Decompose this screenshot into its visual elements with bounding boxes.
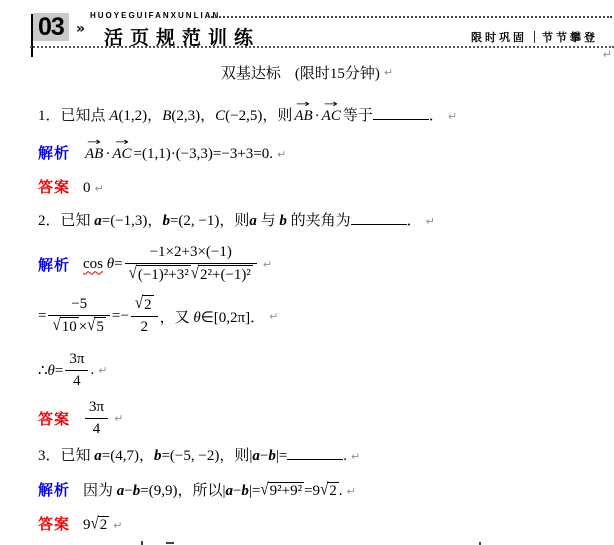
answer-blank [351,211,407,225]
fraction [65,350,88,391]
radical [135,295,154,315]
vector-a: a [225,483,233,499]
q3-text: 3．已知 [38,448,95,464]
paragraph-mark: ↵ [351,450,361,463]
q1-text: 等于 [342,108,373,124]
q1-text: ． [428,108,444,124]
q3-answer-value: 9 [83,517,91,533]
vector-b: b [132,483,141,499]
answer-blank [287,446,343,460]
question-3-analysis [38,479,356,500]
vector-arrow-icon: → [324,99,339,110]
vector-a: a [94,213,102,229]
period: . [338,483,343,499]
vector-arrow-icon: → [87,137,102,148]
section-title: 双基达标 [220,66,281,82]
theta-symbol: θ [47,362,55,379]
radicand: 5 [96,319,104,335]
theta-range [160,306,266,327]
point-b: B [162,108,172,124]
equals-sign: = [114,255,123,272]
dot-operator: · [314,108,320,124]
paragraph-mark: ↵ [447,110,458,123]
question-1-analysis [38,137,287,163]
vector-b: b [268,448,276,464]
q3-text: =(−5, −2)，则| [161,448,253,464]
fraction-denominator [125,263,257,285]
minus-sign: − [232,483,242,499]
vector-a: a [252,448,260,464]
vector-arrow-icon: → [114,137,130,148]
analysis-label: 解析 [38,482,71,499]
fraction-numerator: −5 [71,296,88,313]
fraction [48,295,109,337]
vector-a: a [249,213,257,229]
analysis-label: 解析 [38,145,71,162]
radical [129,265,191,285]
chapter-number: 03 [33,13,69,41]
q2-text: 的夹角为 [286,213,351,229]
question-2-answer [38,397,123,439]
analysis-label: 解析 [38,256,71,274]
q2-text: 与 [256,213,280,229]
cos-theta-eq [83,256,123,273]
q3-text: =(9,9)，所以| [140,483,226,499]
sqrt-icon: √ [90,514,99,533]
period: . [90,361,95,378]
fraction [131,295,158,337]
answer-label: 答案 [38,179,71,196]
paragraph-mark: ↵ [114,411,124,425]
fraction-numerator: 3π [69,350,85,367]
sqrt-icon: √ [320,480,329,499]
q1-solution-text: =(1,1)·(−3,3)=−3+3=0. [133,146,273,162]
theta-symbol: θ [106,255,115,272]
minus-sign: − [259,448,269,464]
point-a: A [109,108,119,124]
answer-label: 答案 [38,516,71,533]
header-tag-1: 限时巩固 [471,32,527,44]
equals-sign: = [54,362,64,379]
header-tags [471,29,598,45]
tag-divider [534,31,535,43]
sqrt-icon: √ [87,316,96,335]
vector-a: a [94,448,102,464]
fraction-numerator: 3π [89,398,105,415]
chevron-icon: » [76,21,86,37]
radical [91,516,110,534]
sqrt-icon: √ [128,264,137,283]
sqrt-icon: √ [52,316,61,335]
theta-symbol: θ [193,309,201,326]
vector-b: b [162,213,170,229]
header-dotted-line [208,16,612,18]
fraction-denominator: 4 [85,418,108,439]
q2-text: ，又 [159,309,194,326]
fraction [85,398,108,439]
question-1-answer [38,176,104,197]
question-3-answer [38,513,122,534]
fraction-denominator: 4 [65,370,88,391]
vector-ab [84,137,104,163]
paragraph-mark: ↵ [269,309,279,323]
paragraph-mark: ↵ [602,48,612,61]
radicand: 10 [61,319,77,335]
cos-text: cos [83,255,104,272]
q2-text: ∈[0,2π]． [200,309,266,326]
vector-a: a [116,483,125,499]
radical [191,265,253,285]
q1-text: (1,2)， [118,108,163,124]
q2-text: ． [406,213,422,229]
sqrt-icon: √ [134,294,144,313]
header-tag-2: 节节攀登 [542,32,598,44]
q3-text: |= [248,483,261,499]
radical [260,482,304,500]
vector-arrow-icon: → [296,99,311,110]
header-rule [30,46,614,48]
paragraph-mark: ↵ [383,66,394,79]
therefore-theta [38,361,63,380]
q2-text: 2．已知 [38,213,95,229]
radicand: 2 [99,517,108,533]
radical [320,482,339,500]
question-2-analysis-3 [38,348,107,392]
vector-ac-text: AC [321,108,341,124]
next-line-fragment [166,542,174,544]
radicand: 2²+(−1)² [199,267,251,283]
q3-text: =(4,7)， [101,448,154,464]
radicand: 2 [329,483,337,499]
fraction-numerator [131,295,158,316]
q3-text: |= [275,448,288,464]
paragraph-mark: ↵ [262,257,273,271]
radical [87,317,106,337]
paragraph-mark: ↵ [98,363,108,377]
fraction-numerator: −1×2+3×(−1) [149,244,232,261]
vector-ac [111,137,132,163]
header-pinyin: HUOYEGUIFANXUNLIAN [90,11,221,20]
vector-ac [321,99,342,125]
point-c: C [215,108,226,124]
section-timer: (限时15分钟) [294,66,380,82]
vector-b: b [153,448,162,464]
answer-blank [373,106,429,120]
paragraph-mark: ↵ [346,485,356,498]
fraction [125,243,257,285]
section-title-line [0,62,614,83]
q3-text: 因为 [83,483,117,499]
vector-ab-text: AB [85,146,104,162]
vector-ab [293,99,313,125]
q2-text: =(2, −1)，则 [169,213,250,229]
question-1-stem [38,99,458,125]
times-sign: × [78,319,88,335]
equals-sign: = [38,307,47,324]
minus-sign: − [124,483,133,499]
q1-text: (−2,5)，则 [225,108,293,124]
vector-b: b [241,483,249,499]
vector-b: b [279,213,287,229]
fraction-denominator: 2 [131,316,158,337]
radicand: (−1)²+3² [137,267,189,283]
sqrt-icon: √ [190,264,199,283]
paragraph-mark: ↵ [277,148,287,161]
next-line-fragment [141,541,143,545]
answer-label: 答案 [38,410,71,428]
q1-text: (2,3)， [171,108,216,124]
q1-answer-value: 0 [83,180,91,196]
q3-text: . [343,448,348,464]
q1-text: 1．已知点 [38,108,110,124]
radicand: 2 [144,297,152,314]
paragraph-mark: ↵ [425,215,435,228]
fraction-denominator [48,315,109,337]
q2-text: =(−1,3)， [101,213,163,229]
equals-minus: =− [111,307,129,324]
question-2-analysis-2 [38,292,278,340]
question-2-analysis [38,240,272,288]
dot-operator: · [105,146,111,162]
header-title: 活页规范训练 [104,28,261,49]
sqrt-icon: √ [260,480,269,499]
vector-ac-text: AC [112,146,132,162]
therefore-symbol: ∴ [38,362,48,379]
question-3-stem [38,444,360,465]
paragraph-mark: ↵ [113,519,123,532]
paragraph-mark: ↵ [94,182,104,195]
vector-ab-text: AB [294,108,313,124]
q3-text: =9 [304,483,321,499]
radicand: 9²+9² [269,483,303,499]
radical [52,317,78,337]
question-2-stem [38,209,435,230]
